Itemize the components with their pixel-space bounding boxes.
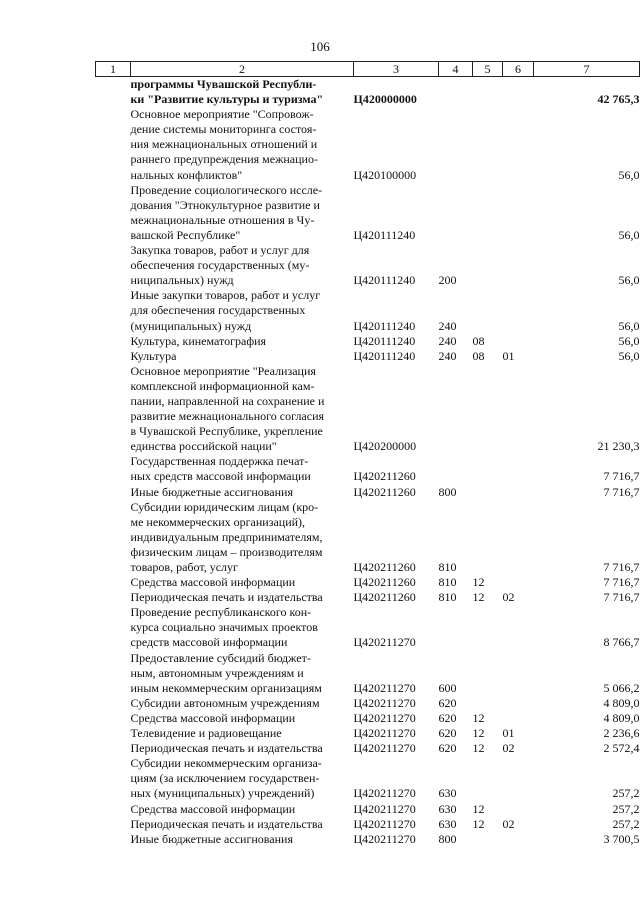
amount-cell: 56,0 — [618, 273, 640, 288]
item-name-line: развитие межнационального согласия — [130, 409, 325, 424]
section-cell: 12 — [472, 726, 485, 741]
expense-type-cell: 810 — [438, 575, 457, 590]
target-article-cell: Ц420211270 — [353, 635, 416, 650]
row-number-cell — [96, 726, 131, 741]
expense-type-cell — [439, 77, 473, 108]
item-name-cell — [131, 711, 354, 726]
section-cell: 12 — [472, 801, 485, 816]
row-number-cell — [96, 243, 131, 288]
table-row — [96, 605, 640, 650]
target-article-cell: Ц420100000 — [353, 167, 417, 182]
item-name-line: раннего предупреждения межнацио- — [130, 152, 318, 167]
section-cell — [473, 485, 503, 500]
target-article-cell: Ц420211270 — [353, 831, 416, 846]
item-name-line: в Чувашской Республике, укрепление — [130, 424, 323, 439]
amount-cell: 4 809,0 — [603, 695, 640, 710]
expense-type-cell — [439, 107, 473, 182]
target-article-cell: Ц420211270 — [353, 710, 416, 725]
item-name-line: ных (муниципальных) учреждений) — [130, 786, 315, 801]
amount-cell: 56,0 — [618, 227, 640, 242]
item-name-line: Культура, кинематография — [130, 333, 267, 348]
item-name-line: иным некоммерческим организациям — [130, 680, 322, 695]
item-name-line: ки "Развитие культуры и туризма" — [130, 92, 324, 107]
target-article-cell: Ц420200000 — [353, 439, 417, 454]
target-article-cell: Ц420211270 — [353, 726, 416, 741]
subsection-cell — [503, 500, 534, 575]
section-cell: 08 — [472, 333, 485, 348]
subsection-cell — [503, 77, 534, 108]
section-cell: 12 — [472, 575, 485, 590]
row-number-cell — [96, 696, 131, 711]
target-article-cell: Ц420000000 — [353, 92, 417, 107]
item-name-line: для обеспечения государственных — [130, 303, 306, 318]
table-row — [96, 77, 640, 108]
item-name-cell — [131, 605, 354, 650]
item-name-line: Средства массовой информации — [130, 575, 296, 590]
item-name-cell — [131, 364, 354, 455]
target-article-cell: Ц420211270 — [353, 786, 416, 801]
item-name-line: обеспечения государственных (му- — [130, 258, 310, 273]
item-name-cell — [131, 485, 354, 500]
amount-cell: 56,0 — [618, 318, 640, 333]
table-row — [96, 288, 640, 333]
amount-cell: 3 700,5 — [603, 831, 640, 846]
item-name-cell — [131, 817, 354, 832]
row-number-cell — [96, 802, 131, 817]
column-header-7: 7 — [534, 62, 640, 77]
row-number-cell — [96, 364, 131, 455]
amount-cell: 42 765,3 — [597, 92, 640, 107]
amount-cell: 21 230,3 — [597, 439, 640, 454]
subsection-cell — [503, 334, 534, 349]
subsection-cell — [503, 832, 534, 847]
expense-type-cell: 620 — [438, 741, 457, 756]
section-cell: 08 — [472, 348, 485, 363]
target-article-cell: Ц420211270 — [353, 816, 416, 831]
target-article-cell: Ц420211260 — [353, 484, 416, 499]
row-number-cell — [96, 741, 131, 756]
row-number-cell — [96, 485, 131, 500]
amount-cell: 257,2 — [612, 786, 640, 801]
amount-cell: 5 066,2 — [603, 680, 640, 695]
amount-cell: 2 572,4 — [603, 741, 640, 756]
expense-type-cell: 240 — [438, 333, 457, 348]
amount-cell: 7 716,7 — [603, 469, 640, 484]
table-row — [96, 756, 640, 801]
item-name-line: Субсидии юридическим лицам (кро- — [130, 499, 319, 514]
table-row — [96, 454, 640, 484]
expense-type-cell — [439, 364, 473, 455]
table-row — [96, 817, 640, 832]
amount-cell: 7 716,7 — [603, 590, 640, 605]
row-number-cell — [96, 832, 131, 847]
section-cell — [473, 77, 503, 108]
table-row — [96, 107, 640, 182]
subsection-cell — [503, 243, 534, 288]
target-article-cell: Ц420211260 — [353, 469, 416, 484]
expense-type-cell: 810 — [438, 590, 457, 605]
target-article-cell: Ц420111240 — [353, 227, 416, 242]
subsection-cell — [503, 756, 534, 801]
subsection-cell: 01 — [502, 348, 515, 363]
table-row — [96, 243, 640, 288]
subsection-cell — [503, 575, 534, 590]
item-name-line: межнациональные отношения в Чу- — [130, 212, 315, 227]
item-name-line: пании, направленной на сохранение и — [130, 393, 325, 408]
section-cell — [473, 605, 503, 650]
subsection-cell: 01 — [502, 726, 515, 741]
item-name-line: (муниципальных) нужд — [130, 318, 252, 333]
amount-cell: 56,0 — [618, 333, 640, 348]
page-number: 106 — [310, 39, 330, 54]
row-number-cell — [96, 575, 131, 590]
expense-type-cell — [439, 183, 473, 243]
section-cell — [473, 364, 503, 455]
item-name-cell — [131, 107, 354, 182]
item-name-line: индивидуальным предпринимателям, — [130, 529, 323, 544]
amount-cell: 7 716,7 — [603, 560, 640, 574]
item-name-line: Предоставление субсидий бюджет- — [130, 650, 311, 665]
row-number-cell — [96, 590, 131, 605]
row-number-cell — [96, 349, 131, 364]
expense-type-cell: 800 — [438, 484, 457, 499]
item-name-line: средств массовой информации — [130, 635, 288, 650]
amount-cell: 7 716,7 — [603, 484, 640, 499]
row-number-cell — [96, 500, 131, 575]
row-number-cell — [96, 288, 131, 333]
item-name-line: Средства массовой информации — [130, 801, 296, 816]
subsection-cell — [503, 651, 534, 696]
target-article-cell: Ц420111240 — [353, 318, 416, 333]
item-name-cell — [131, 334, 354, 349]
item-name-cell — [131, 349, 354, 364]
section-cell — [473, 651, 503, 696]
amount-cell: 56,0 — [618, 348, 640, 363]
column-header-4: 4 — [439, 62, 473, 77]
row-number-cell — [96, 334, 131, 349]
expense-type-cell — [439, 454, 473, 484]
item-name-line: ниципальных) нужд — [130, 273, 234, 288]
section-cell: 12 — [472, 741, 485, 756]
table-row — [96, 832, 640, 847]
item-name-line: Проведение республиканского кон- — [130, 605, 312, 620]
target-article-cell: Ц420111240 — [353, 333, 416, 348]
target-article-cell: Ц420211270 — [353, 741, 416, 756]
column-header-3: 3 — [354, 62, 439, 77]
target-article-cell: Ц420211260 — [353, 575, 416, 590]
table-row — [96, 741, 640, 756]
item-name-line: Субсидии некоммерческим организа- — [130, 756, 322, 771]
table-row — [96, 485, 640, 500]
item-name-cell — [131, 183, 354, 243]
table-row — [96, 651, 640, 696]
item-name-line: программы Чувашской Республи- — [130, 77, 317, 91]
item-name-line: единства российской нации" — [130, 439, 277, 454]
table-row — [96, 334, 640, 349]
row-number-cell — [96, 183, 131, 243]
item-name-cell — [131, 243, 354, 288]
expense-type-cell: 810 — [438, 560, 457, 574]
item-name-line: Закупка товаров, работ и услуг для — [130, 243, 310, 258]
expense-type-cell: 630 — [438, 816, 457, 831]
header-row — [96, 62, 640, 77]
subsection-cell — [503, 364, 534, 455]
target-article-cell: Ц420111240 — [353, 348, 416, 363]
expense-type-cell: 620 — [438, 726, 457, 741]
item-name-line: Основное мероприятие "Реализация — [130, 363, 316, 378]
item-name-line: ным, автономным учреждениям и — [130, 665, 304, 680]
amount-cell: 56,0 — [618, 167, 640, 182]
amount-cell: 8 766,7 — [603, 635, 640, 650]
target-article-cell: Ц420211260 — [353, 590, 416, 605]
expense-type-cell: 800 — [438, 831, 457, 846]
section-cell: 12 — [472, 590, 485, 605]
table-row — [96, 364, 640, 455]
column-header-5: 5 — [473, 62, 503, 77]
item-name-line: циям (за исключением государствен- — [130, 771, 320, 786]
row-number-cell — [96, 77, 131, 108]
target-article-cell: Ц420211260 — [353, 560, 416, 574]
amount-cell: 257,2 — [612, 801, 640, 816]
section-cell — [473, 243, 503, 288]
amount-cell: 4 809,0 — [603, 710, 640, 725]
amount-cell: 257,2 — [612, 816, 640, 831]
table-header — [96, 62, 640, 77]
item-name-line: Периодическая печать и издательства — [130, 590, 323, 605]
item-name-cell — [131, 802, 354, 817]
item-name-cell — [131, 500, 354, 575]
item-name-line: Средства массовой информации — [130, 710, 296, 725]
item-name-line: Периодическая печать и издательства — [130, 741, 323, 756]
item-name-line: Проведение социологического иссле- — [130, 182, 323, 197]
section-cell — [473, 288, 503, 333]
subsection-cell: 02 — [502, 816, 515, 831]
row-number-cell — [96, 711, 131, 726]
target-article-cell: Ц420211270 — [353, 680, 416, 695]
subsection-cell — [503, 605, 534, 650]
item-name-line: курса социально значимых проектов — [130, 620, 318, 635]
item-name-cell — [131, 741, 354, 756]
row-number-cell — [96, 605, 131, 650]
expense-type-cell: 240 — [438, 318, 457, 333]
column-header-6: 6 — [503, 62, 534, 77]
item-name-line: дение системы мониторинга состоя- — [130, 122, 317, 137]
subsection-cell — [503, 288, 534, 333]
row-number-cell — [96, 651, 131, 696]
item-name-line: Иные закупки товаров, работ и услуг — [130, 288, 321, 303]
row-number-cell — [96, 107, 131, 182]
target-article-cell: Ц420211270 — [353, 801, 416, 816]
section-cell — [473, 756, 503, 801]
amount-cell: 7 716,7 — [603, 575, 640, 590]
item-name-cell — [131, 651, 354, 696]
table-row — [96, 802, 640, 817]
subsection-cell — [503, 802, 534, 817]
table-row — [96, 500, 640, 575]
item-name-line: ния межнациональных отношений и — [130, 137, 318, 152]
item-name-cell — [131, 575, 354, 590]
table-row — [96, 575, 640, 590]
item-name-line: Культура — [130, 348, 177, 363]
row-number-cell — [96, 454, 131, 484]
item-name-line: дования "Этнокультурное развитие и — [130, 197, 320, 212]
table-row — [96, 711, 640, 726]
budget-table — [95, 61, 640, 847]
subsection-cell — [503, 454, 534, 484]
subsection-cell: 02 — [502, 590, 515, 605]
item-name-cell — [131, 832, 354, 847]
expense-type-cell: 630 — [438, 801, 457, 816]
column-header-1: 1 — [96, 62, 131, 77]
expense-type-cell: 600 — [438, 680, 457, 695]
item-name-line: Телевидение и радиовещание — [130, 726, 282, 741]
target-article-cell: Ц420211270 — [353, 695, 416, 710]
column-header-2: 2 — [131, 62, 354, 77]
expense-type-cell: 240 — [438, 348, 457, 363]
item-name-cell — [131, 590, 354, 605]
expense-type-cell: 200 — [438, 273, 457, 288]
subsection-cell — [503, 183, 534, 243]
section-cell — [473, 454, 503, 484]
amount-cell: 2 236,6 — [603, 726, 640, 741]
section-cell — [473, 696, 503, 711]
item-name-line: вашской Республике" — [130, 227, 241, 242]
section-cell: 12 — [472, 816, 485, 831]
expense-type-cell — [439, 605, 473, 650]
item-name-line: Государственная поддержка печат- — [130, 454, 309, 469]
item-name-line: ных средств массовой информации — [130, 469, 311, 484]
item-name-cell — [131, 77, 354, 108]
table-row — [96, 349, 640, 364]
section-cell — [473, 183, 503, 243]
item-name-line: ме некоммерческих организаций), — [130, 514, 306, 529]
item-name-cell — [131, 454, 354, 484]
item-name-line: нальных конфликтов" — [130, 167, 243, 182]
item-name-cell — [131, 726, 354, 741]
subsection-cell — [503, 485, 534, 500]
table-row — [96, 590, 640, 605]
expense-type-cell: 620 — [438, 695, 457, 710]
table-row — [96, 696, 640, 711]
item-name-line: Основное мероприятие "Сопровож- — [130, 107, 314, 122]
item-name-line: товаров, работ, услуг — [130, 560, 238, 574]
item-name-cell — [131, 288, 354, 333]
expense-type-cell: 630 — [438, 786, 457, 801]
item-name-cell — [131, 696, 354, 711]
table-row — [96, 183, 640, 243]
item-name-line: Иные бюджетные ассигнования — [130, 831, 293, 846]
subsection-cell — [503, 711, 534, 726]
item-name-line: физическим лицам – производителям — [130, 544, 323, 559]
row-number-cell — [96, 817, 131, 832]
target-article-cell: Ц420111240 — [353, 273, 416, 288]
section-cell: 12 — [472, 710, 485, 725]
section-cell — [473, 107, 503, 182]
section-cell — [473, 500, 503, 575]
subsection-cell — [503, 107, 534, 182]
subsection-cell: 02 — [502, 741, 515, 756]
expense-type-cell: 620 — [438, 710, 457, 725]
item-name-cell — [131, 756, 354, 801]
item-name-line: Иные бюджетные ассигнования — [130, 484, 293, 499]
item-name-line: Субсидии автономным учреждениям — [130, 695, 320, 710]
table-row — [96, 726, 640, 741]
table-body — [96, 77, 640, 847]
section-cell — [473, 832, 503, 847]
item-name-line: Периодическая печать и издательства — [130, 816, 323, 831]
item-name-line: комплексной информационной кам- — [130, 378, 315, 393]
subsection-cell — [503, 696, 534, 711]
row-number-cell — [96, 756, 131, 801]
